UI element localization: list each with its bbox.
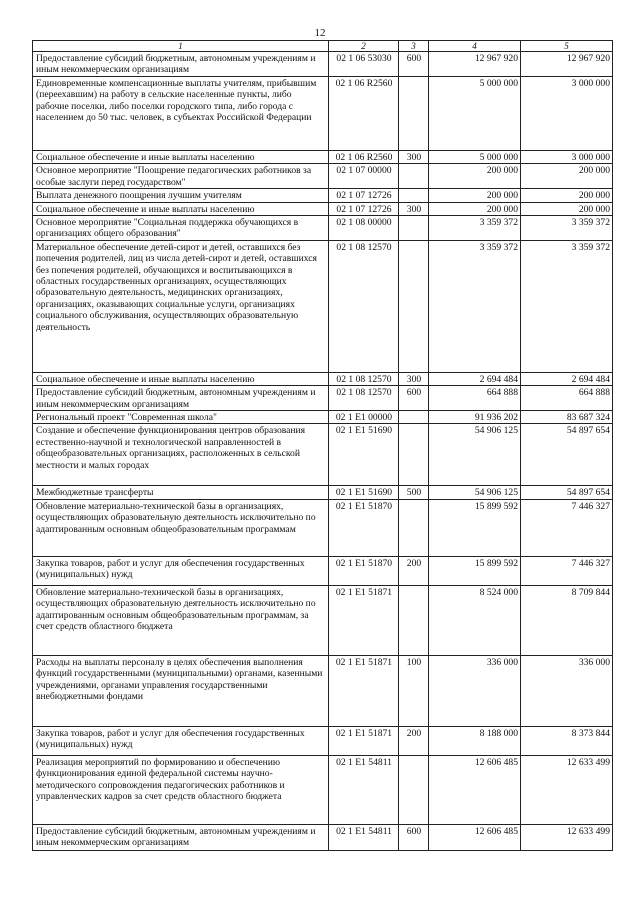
row-code: 02 1 E1 51871: [329, 655, 399, 726]
table-row: [33, 755, 613, 824]
table-row: [33, 411, 613, 424]
row-code: 02 1 06 R2560: [329, 151, 399, 164]
row-expense-type: 200: [399, 726, 429, 755]
row-amount-year-1: 200 000: [429, 189, 521, 202]
row-name: Предоставление субсидий бюджетным, автономным учреждениям и иным некоммерческим организациям: [33, 824, 329, 850]
table-row: [33, 52, 613, 77]
row-expense-type: 600: [399, 386, 429, 411]
row-amount-year-1: 54 906 125: [429, 424, 521, 486]
row-code: 02 1 E1 51690: [329, 486, 399, 499]
row-expense-type: 300: [399, 202, 429, 215]
row-amount-year-2: 2 694 484: [521, 372, 613, 385]
row-amount-year-1: 12 967 920: [429, 52, 521, 77]
table-row: [33, 240, 613, 372]
row-code: 02 1 E1 00000: [329, 411, 399, 424]
row-name: Обновление материально-технической базы в организациях, осуществляющих образовательную деятельность исключительно по адаптированным основным общеобразовательным программам: [33, 499, 329, 556]
row-amount-year-1: 54 906 125: [429, 486, 521, 499]
row-code: 02 1 E1 51871: [329, 726, 399, 755]
row-name: Создание и обеспечение функционирования центров образования естественно-научной и технологической направленностей в общеобразовательных организациях, расположенных в сельской местности и малых городах: [33, 424, 329, 486]
row-code: 02 1 06 53030: [329, 52, 399, 77]
row-name: Закупка товаров, работ и услуг для обеспечения государственных (муниципальных) нужд: [33, 556, 329, 585]
row-amount-year-2: 54 897 654: [521, 424, 613, 486]
row-code: 02 1 E1 54811: [329, 824, 399, 850]
row-amount-year-2: 3 000 000: [521, 151, 613, 164]
row-code: 02 1 E1 51690: [329, 424, 399, 486]
row-amount-year-1: 336 000: [429, 655, 521, 726]
row-code: 02 1 06 R2560: [329, 77, 399, 151]
table-row: [33, 585, 613, 655]
row-expense-type: 200: [399, 556, 429, 585]
row-amount-year-2: 664 888: [521, 386, 613, 411]
row-code: 02 1 07 12726: [329, 202, 399, 215]
row-amount-year-2: 3 359 372: [521, 240, 613, 372]
row-amount-year-1: 8 188 000: [429, 726, 521, 755]
row-name: Социальное обеспечение и иные выплаты населению: [33, 202, 329, 215]
row-name: Материальное обеспечение детей-сирот и детей, оставшихся без попечения родителей, лиц из числа детей-сирот и детей, оставшихся без попечения родителей, обучающихся и воспитывающихся в областных государственных организациях, осуществляющих образовательную деятельность, медицинских организациях, организациях, оказывающих социальные услуги, организациях социального обслуживания, осуществляющих образовательную деятельность: [33, 240, 329, 372]
row-name: Закупка товаров, работ и услуг для обеспечения государственных (муниципальных) нужд: [33, 726, 329, 755]
column-number-2: 2: [329, 41, 399, 52]
row-expense-type: 500: [399, 486, 429, 499]
row-expense-type: [399, 77, 429, 151]
row-amount-year-1: 5 000 000: [429, 77, 521, 151]
row-expense-type: [399, 216, 429, 241]
row-amount-year-1: 91 936 202: [429, 411, 521, 424]
budget-table: [32, 40, 613, 851]
row-name: Расходы на выплаты персоналу в целях обеспечения выполнения функций государственными (муниципальными) органами, казенными учреждениями, органами управления государственными внебюджетными фондами: [33, 655, 329, 726]
table-row: [33, 486, 613, 499]
row-expense-type: [399, 499, 429, 556]
row-name: Региональный проект "Современная школа": [33, 411, 329, 424]
row-code: 02 1 07 00000: [329, 164, 399, 189]
row-amount-year-2: 7 446 327: [521, 499, 613, 556]
column-number-3: 3: [399, 41, 429, 52]
table-row: [33, 216, 613, 241]
row-amount-year-2: 12 633 499: [521, 755, 613, 824]
column-number-row: [33, 41, 613, 52]
row-name: Межбюджетные трансферты: [33, 486, 329, 499]
row-amount-year-2: 336 000: [521, 655, 613, 726]
row-amount-year-2: 200 000: [521, 189, 613, 202]
row-amount-year-1: 200 000: [429, 202, 521, 215]
row-code: 02 1 E1 51871: [329, 585, 399, 655]
row-amount-year-1: 2 694 484: [429, 372, 521, 385]
table-row: [33, 372, 613, 385]
row-expense-type: 600: [399, 52, 429, 77]
row-amount-year-1: 8 524 000: [429, 585, 521, 655]
row-amount-year-1: 15 899 592: [429, 556, 521, 585]
row-expense-type: 100: [399, 655, 429, 726]
row-amount-year-2: 54 897 654: [521, 486, 613, 499]
row-amount-year-2: 8 709 844: [521, 585, 613, 655]
row-expense-type: 300: [399, 372, 429, 385]
table-row: [33, 77, 613, 151]
row-name: Единовременные компенсационные выплаты учителям, прибывшим (переехавшим) на работу в сельские населенные пункты, либо рабочие поселки, либо поселки городского типа, либо города с населением до 50 тыс. человек, в субъектах Российской Федерации: [33, 77, 329, 151]
row-code: 02 1 E1 51870: [329, 556, 399, 585]
row-name: Социальное обеспечение и иные выплаты населению: [33, 372, 329, 385]
row-code: 02 1 08 12570: [329, 386, 399, 411]
row-amount-year-2: 200 000: [521, 164, 613, 189]
row-name: Выплата денежного поощрения лучшим учителям: [33, 189, 329, 202]
row-name: Основное мероприятие "Социальная поддержка обучающихся в организациях общего образования": [33, 216, 329, 241]
row-expense-type: [399, 189, 429, 202]
row-amount-year-1: 15 899 592: [429, 499, 521, 556]
table-row: [33, 824, 613, 850]
row-name: Предоставление субсидий бюджетным, автономным учреждениям и иным некоммерческим организациям: [33, 52, 329, 77]
row-amount-year-2: 12 633 499: [521, 824, 613, 850]
row-name: Реализация мероприятий по формированию и обеспечению функционирования единой федеральной системы научно-методического сопровождения педагогических работников и управленческих кадров за счет средств областного бюджета: [33, 755, 329, 824]
row-amount-year-1: 3 359 372: [429, 240, 521, 372]
row-code: 02 1 07 12726: [329, 189, 399, 202]
row-code: 02 1 E1 54811: [329, 755, 399, 824]
table-row: [33, 151, 613, 164]
table-row: [33, 189, 613, 202]
row-name: Основное мероприятие "Поощрение педагогических работников за особые заслуги перед государством": [33, 164, 329, 189]
row-amount-year-1: 12 606 485: [429, 824, 521, 850]
row-amount-year-2: 7 446 327: [521, 556, 613, 585]
row-name: Обновление материально-технической базы в организациях, осуществляющих образовательную деятельность исключительно по адаптированным основным общеобразовательным программам, за счет средств областного бюджета: [33, 585, 329, 655]
row-amount-year-1: 3 359 372: [429, 216, 521, 241]
table-row: [33, 424, 613, 486]
row-name: Социальное обеспечение и иные выплаты населению: [33, 151, 329, 164]
row-amount-year-2: 12 967 920: [521, 52, 613, 77]
row-amount-year-1: 664 888: [429, 386, 521, 411]
table-row: [33, 499, 613, 556]
row-expense-type: 600: [399, 824, 429, 850]
row-amount-year-1: 12 606 485: [429, 755, 521, 824]
row-code: 02 1 E1 51870: [329, 499, 399, 556]
row-code: 02 1 08 12570: [329, 372, 399, 385]
row-expense-type: [399, 424, 429, 486]
row-amount-year-2: 8 373 844: [521, 726, 613, 755]
row-expense-type: [399, 755, 429, 824]
row-expense-type: [399, 411, 429, 424]
table-row: [33, 386, 613, 411]
table-row: [33, 202, 613, 215]
table-row: [33, 556, 613, 585]
row-expense-type: [399, 585, 429, 655]
table-row: [33, 726, 613, 755]
row-amount-year-1: 5 000 000: [429, 151, 521, 164]
row-expense-type: [399, 164, 429, 189]
row-code: 02 1 08 12570: [329, 240, 399, 372]
row-amount-year-2: 200 000: [521, 202, 613, 215]
row-expense-type: 300: [399, 151, 429, 164]
row-expense-type: [399, 240, 429, 372]
column-number-5: 5: [521, 41, 613, 52]
row-amount-year-2: 3 359 372: [521, 216, 613, 241]
row-code: 02 1 08 00000: [329, 216, 399, 241]
column-number-1: 1: [33, 41, 329, 52]
row-amount-year-1: 200 000: [429, 164, 521, 189]
column-number-4: 4: [429, 41, 521, 52]
table-row: [33, 164, 613, 189]
row-amount-year-2: 3 000 000: [521, 77, 613, 151]
row-amount-year-2: 83 687 324: [521, 411, 613, 424]
page-number: 12: [314, 27, 326, 39]
table-row: [33, 655, 613, 726]
row-name: Предоставление субсидий бюджетным, автономным учреждениям и иным некоммерческим организациям: [33, 386, 329, 411]
